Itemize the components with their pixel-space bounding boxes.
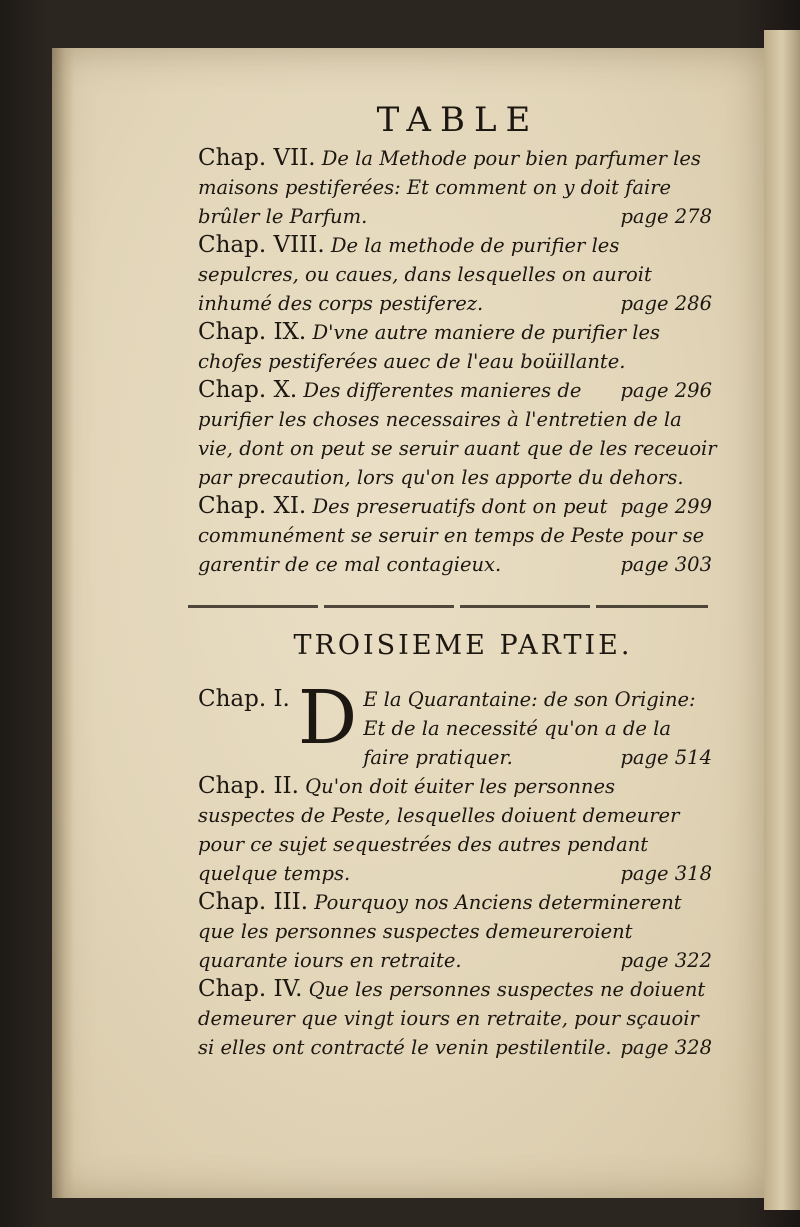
- page-content: [198, 100, 718, 1062]
- adjacent-page-edge: [764, 30, 800, 1210]
- page-reference: page 303: [620, 553, 712, 576]
- page-reference: page 328: [620, 1036, 712, 1059]
- page-reference: page 322: [620, 949, 712, 972]
- toc-entry: [198, 144, 718, 231]
- chapter-title: Des preseruatifs dont on peut communément se seruir en temps de Peste pour se garentir de ce mal contagieux.: [198, 495, 705, 576]
- chapter-number: Chap. IV.: [198, 976, 303, 1002]
- toc-entry: [198, 675, 718, 772]
- chapter-title: Des differentes manieres de purifier les choses necessaires à l'entretien de la vie, dont on peut se seruir auant que de les receuoir par precaution, lors qu'on les apporte du dehors.: [198, 379, 717, 489]
- chapter-number: Chap. II.: [198, 773, 299, 799]
- running-head: TABLE: [376, 100, 540, 140]
- toc-section-part2: [198, 144, 718, 579]
- toc-entry: [198, 975, 718, 1062]
- chapter-number: Chap. VIII.: [198, 232, 325, 258]
- chapter-number: Chap. VII.: [198, 145, 316, 171]
- part-title: TROISIEME PARTIE.: [293, 630, 633, 661]
- page-gutter-shadow: [52, 48, 74, 1198]
- chapter-title: Pourquoy nos Anciens determinerent que les personnes suspectes demeureroient quarante iours en retraite.: [198, 891, 682, 972]
- chapter-title: Qu'on doit éuiter les personnes suspectes de Peste, lesquelles doiuent demeurer pour ce sujet sequestrées des autres pendant quelque temps.: [198, 775, 680, 885]
- chapter-title: De la Methode pour bien parfumer les maisons pestiferées: Et comment on y doit faire brûler le Parfum.: [198, 147, 701, 228]
- chapter-number: Chap. I.: [198, 686, 290, 712]
- chapter-title: De la methode de purifier les sepulcres, ou caues, dans lesquelles on auroit inhumé des corps pestiferez.: [198, 234, 652, 315]
- page-reference: page 514: [620, 746, 712, 769]
- page-reference: page 299: [620, 495, 712, 518]
- toc-entry: [198, 888, 718, 975]
- section-divider-rule: [188, 605, 708, 608]
- page-reference: page 318: [620, 862, 712, 885]
- chapter-number: Chap. III.: [198, 889, 309, 915]
- toc-entry: [198, 772, 718, 888]
- toc-section-part3: [198, 675, 718, 1062]
- page-reference: page 278: [620, 205, 712, 228]
- page-reference: page 296: [620, 379, 712, 402]
- drop-cap: D: [297, 675, 358, 761]
- chapter-title: E la Quarantaine: de son Origine: Et de la necessité qu'on a de la faire pratiquer.: [363, 688, 696, 769]
- chapter-title: D'vne autre maniere de purifier les chofes pestiferées auec de l'eau boüillante.: [198, 321, 661, 373]
- chapter-title: Que les personnes suspectes ne doiuent demeurer que vingt iours en retraite, pour sçauoir si elles ont contracté le venin pestilentile.: [198, 978, 706, 1059]
- chapter-number: Chap. X.: [198, 377, 298, 403]
- chapter-number: Chap. IX.: [198, 319, 307, 345]
- page-reference: page 286: [620, 292, 712, 315]
- toc-entry: [198, 231, 718, 318]
- chapter-number: Chap. XI.: [198, 493, 307, 519]
